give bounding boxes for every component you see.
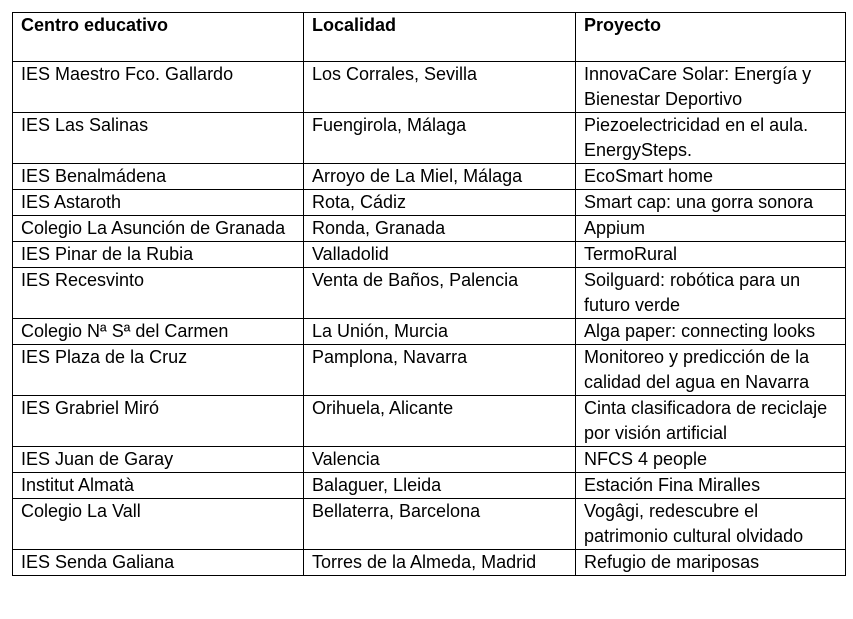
cell-localidad: Valladolid [304,242,576,268]
table-row [13,164,846,190]
cell-centro: IES Juan de Garay [13,447,304,473]
cell-localidad: Valencia [304,447,576,473]
table-row [13,396,846,447]
table-row [13,113,846,164]
cell-centro: IES Maestro Fco. Gallardo [13,62,304,113]
cell-proyecto: Monitoreo y predicción de la calidad del agua en Navarra [576,345,846,396]
cell-localidad: Fuengirola, Málaga [304,113,576,164]
cell-centro: Colegio La Vall [13,499,304,550]
table-row [13,550,846,576]
cell-proyecto: TermoRural [576,242,846,268]
table-row [13,345,846,396]
cell-proyecto: Smart cap: una gorra sonora [576,190,846,216]
cell-proyecto: Estación Fina Miralles [576,473,846,499]
cell-localidad: Rota, Cádiz [304,190,576,216]
cell-localidad: La Unión, Murcia [304,319,576,345]
cell-proyecto: Vogâgi, redescubre el patrimonio cultural olvidado [576,499,846,550]
table-row [13,499,846,550]
cell-centro: IES Astaroth [13,190,304,216]
table-row [13,268,846,319]
cell-proyecto: Appium [576,216,846,242]
cell-proyecto: Cinta clasificadora de reciclaje por visión artificial [576,396,846,447]
cell-localidad: Arroyo de La Miel, Málaga [304,164,576,190]
cell-proyecto: NFCS 4 people [576,447,846,473]
cell-localidad: Balaguer, Lleida [304,473,576,499]
cell-localidad: Bellaterra, Barcelona [304,499,576,550]
cell-localidad: Orihuela, Alicante [304,396,576,447]
cell-centro: Colegio Nª Sª del Carmen [13,319,304,345]
cell-proyecto: EcoSmart home [576,164,846,190]
table-row [13,216,846,242]
header-centro-educativo: Centro educativo [13,13,304,62]
header-proyecto: Proyecto [576,13,846,62]
cell-localidad: Torres de la Almeda, Madrid [304,550,576,576]
cell-centro: IES Senda Galiana [13,550,304,576]
cell-centro: IES Recesvinto [13,268,304,319]
cell-proyecto: Refugio de mariposas [576,550,846,576]
cell-centro: IES Benalmádena [13,164,304,190]
table-row [13,447,846,473]
table-header-row [13,13,846,62]
table-row [13,62,846,113]
cell-localidad: Pamplona, Navarra [304,345,576,396]
cell-centro: Institut Almatà [13,473,304,499]
cell-localidad: Ronda, Granada [304,216,576,242]
cell-proyecto: Piezoelectricidad en el aula. EnergySteps. [576,113,846,164]
table-row [13,190,846,216]
cell-proyecto: Soilguard: robótica para un futuro verde [576,268,846,319]
cell-localidad: Los Corrales, Sevilla [304,62,576,113]
cell-centro: IES Pinar de la Rubia [13,242,304,268]
table-row [13,319,846,345]
cell-centro: IES Grabriel Miró [13,396,304,447]
table-row [13,473,846,499]
cell-centro: IES Las Salinas [13,113,304,164]
table-row [13,242,846,268]
cell-localidad: Venta de Baños, Palencia [304,268,576,319]
cell-proyecto: InnovaCare Solar: Energía y Bienestar Deportivo [576,62,846,113]
projects-table [12,12,846,576]
cell-centro: Colegio La Asunción de Granada [13,216,304,242]
cell-proyecto: Alga paper: connecting looks [576,319,846,345]
cell-centro: IES Plaza de la Cruz [13,345,304,396]
header-localidad: Localidad [304,13,576,62]
